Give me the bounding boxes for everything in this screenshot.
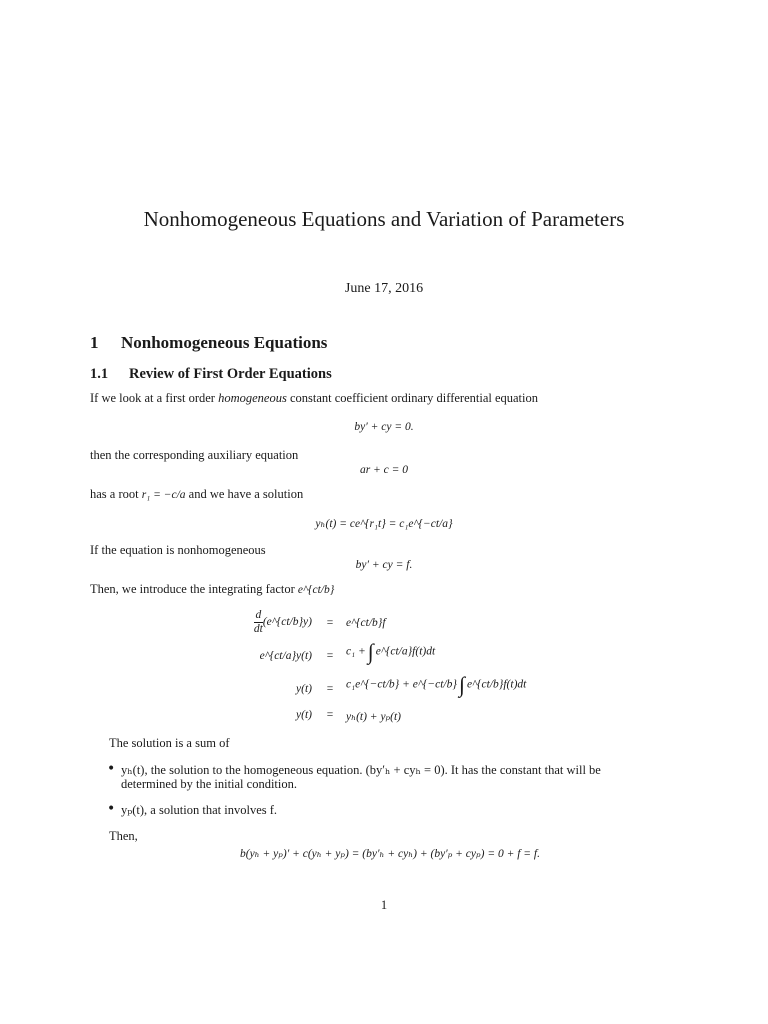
paragraph-4: If the equation is nonhomogeneous — [90, 543, 266, 557]
align-row-3-rhs: c₁e^{−ct/b} + e^{−ct/b}∫ e^{ct/b}f(t)dt — [346, 672, 527, 697]
align-row-1-eq: = — [326, 617, 334, 629]
section-title: Nonhomogeneous Equations — [121, 333, 328, 352]
integral-sign: ∫ — [367, 639, 374, 664]
paper-date: June 17, 2016 — [344, 281, 424, 296]
bullet-1-line-2: determined by the initial condition. — [121, 777, 298, 791]
equation-5: b(yₕ + yₚ)′ + c(yₕ + yₚ) = (by′ₕ + cyₕ) + (by′ₚ + cyₚ) = 0 + f = f. — [240, 848, 540, 860]
align-row-4-eq: = — [326, 709, 334, 721]
paragraph-2: then the corresponding auxiliary equation — [90, 448, 299, 462]
bullet-2: yₚ(t), a solution that involves f. — [121, 803, 278, 817]
align-row-1-lhs: $\frac{d}{dt}$ (e^{ct/b}y) — [253, 609, 312, 635]
align-row-1-rhs: e^{ct/b}f — [346, 617, 386, 629]
subsection-number: 1.1 — [90, 366, 109, 382]
paragraph-5: Then, we introduce the integrating factor e^{ct/b} — [90, 582, 335, 596]
bullet-marker: • — [107, 761, 116, 777]
align-row-2-lhs: e^{ct/a}y(t) — [259, 650, 312, 662]
paragraph-3: has a root r₁ = −c/a and we have a solution — [90, 487, 304, 501]
equation-3: yₕ(t) = ce^{r₁t} = c₁e^{−ct/a} — [315, 518, 453, 530]
align-row-4-lhs: y(t) — [296, 709, 312, 721]
subsection-title: Review of First Order Equations — [129, 366, 332, 382]
equation-4: by′ + cy = f. — [355, 559, 413, 571]
align-row-3-lhs: y(t) — [296, 683, 312, 695]
bullet-marker: • — [107, 801, 116, 817]
align-row-4-rhs: yₕ(t) + yₚ(t) — [346, 711, 402, 723]
page-number: 1 — [380, 898, 388, 912]
bullet-1-line-1: yₕ(t), the solution to the homogeneous equation. (by′ₕ + cyₕ = 0). It has the constant that will be — [121, 763, 601, 777]
equation-1: by′ + cy = 0. — [354, 421, 414, 433]
equation-2: ar + c = 0 — [359, 464, 409, 476]
integral-sign: ∫ — [458, 672, 465, 697]
paragraph-7: Then, — [109, 829, 138, 843]
paragraph-1: If we look at a first order homogeneous constant coefficient ordinary differential equation — [90, 391, 539, 405]
section-number: 1 — [90, 333, 99, 352]
align-row-2-eq: = — [326, 650, 334, 662]
align-row-2-rhs: c₁ +∫ e^{ct/a}f(t)dt — [346, 639, 436, 664]
paragraph-6: The solution is a sum of — [109, 736, 230, 750]
align-row-3-eq: = — [326, 683, 334, 695]
emphasis-homogeneous: homogeneous — [218, 391, 287, 405]
derivative-fraction: $\frac{d}{dt}$ — [253, 609, 263, 635]
paper-title: Nonhomogeneous Equations and Variation of Parameters — [143, 207, 625, 231]
